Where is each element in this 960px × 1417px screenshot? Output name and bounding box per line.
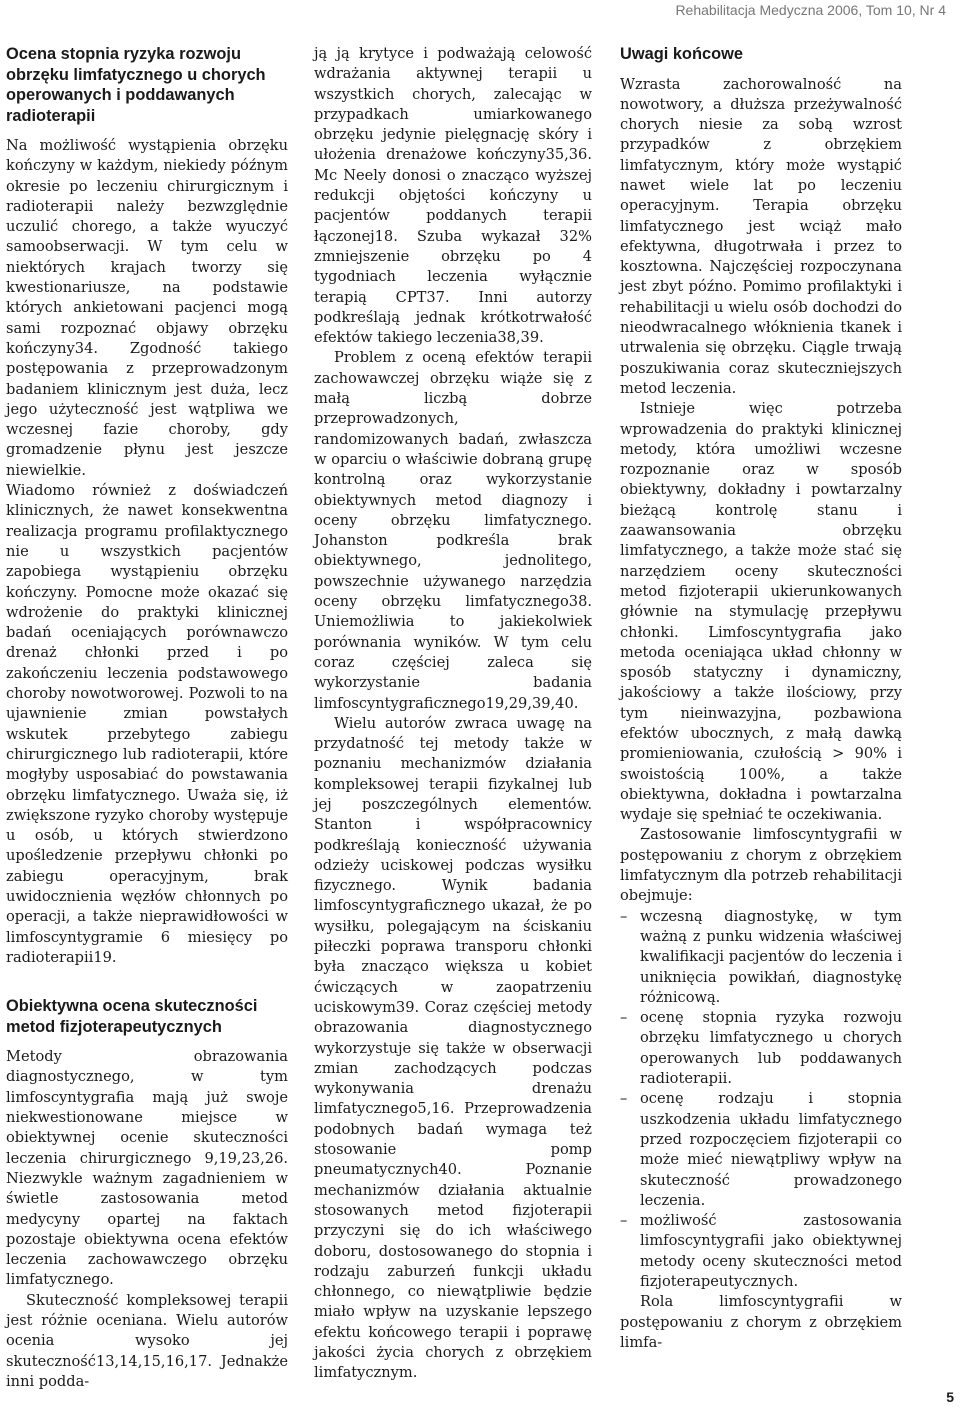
paragraph: Rola limfoscyntygrafii w postępowaniu z chorym z obrzękiem limfa- [620, 1293, 902, 1351]
paragraph: ją ją krytyce i podważają celowość wdrażania aktywnej terapii u wszystkich chorych, zalecając w przypadkach umiarkowanego obrzęku jedynie pielęgnację skóry i ułożenia drenażowe kończyny35,36. Mc Neely donosi o znacząco wyższej redukcji objętości kończyny u pacjentów poddanych terapii łączonej18. Szuba wykazał 32% zmniejszenie obrzęku po 4 tygodniach leczenia wyłącznie terapią CPT37. Inni autorzy podkreślają jednak krótkotrwałość efektów takiego leczenia38,39. [314, 45, 592, 347]
section-heading-conclusions: Uwagi końcowe [620, 45, 743, 63]
paragraph: Skuteczność kompleksowej terapii jest różnie oceniana. Wielu autorów ocenia wysoko jej skuteczność13,14,15,16,17. Jednakże inni podda- [6, 1291, 288, 1390]
list-item: – wczesną diagnostykę, w tym ważną z punku widzenia właściwej kwalifikacji pacjentów do leczenia i uniknięcia powikłań, diagnostykę różnicową. [620, 907, 902, 1008]
paragraph: Problem z oceną efektów terapii zachowawczej obrzęku wiąże się z małą liczbą dobrze przeprowadzonych, randomizowanych badań, zwłaszcza w oparciu o właściwie dobraną grupę kontrolną oraz wykorzystanie obiektywnych metod diagnozy i oceny obrzęku limfatycznego. Johanston podkreśla brak obiektywnego, jednolitego, powszechnie używanego narzędzia oceny obrzęku limfatycznego38. Uniemożliwia to jakiekolwiek porównania wyników. W tym celu coraz częściej zaleca się wykorzystanie badania limfoscyntygraficznego19,29,39,40. [314, 349, 592, 712]
column-2 [314, 44, 592, 1384]
list-item: – ocenę rodzaju i stopnia uszkodzenia układu limfatycznego przed rozpoczęciem fizjoterapii co może mieć niewątpliwy wpływ na skuteczność prowadzonego leczenia. [620, 1089, 902, 1211]
paragraph: Wielu autorów zwraca uwagę na przydatność tej metody także w poznaniu mechanizmów działania kompleksowej terapii fizykalnej lub jej poszczególnych elementów. Stanton i współpracownicy podkreślają konieczność używania odzieży uciskowej podczas wysiłku fizycznego. Wynik badania limfoscyntygraficznego ukazał, że po wysiłku, polegającym na ściskaniu piłeczki poprawa transporu chłonki była znacząco większa u kobiet ćwiczących w zaopatrzeniu uciskowym39. Coraz częściej metody obrazowania diagnostycznego wykorzystuje się także w obserwacji zmian zachodzących podczas wykonywania drenażu limfatycznego5,16. Przeprowadzenia podobnych badań wymaga też stosowanie pomp pneumatycznych40. Poznanie mechanizmów działania aktualnie stosowanych metod fizjoterapii przyczyni się do ich właściwego doboru, dostosowanego do stopnia i rodzaju zaburzeń funkcji układu chłonnego, co niewątpliwie będzie miało wpływ na uzyskanie lepszego efektu końcowego terapii i poprawę jakości życia chorych z obrzękiem limfatycznym. [314, 714, 592, 1382]
column-3 [620, 44, 902, 1353]
column-1 [6, 44, 288, 1392]
list-item: – możliwość zastosowania limfoscyntygrafii jako obiektywnej metody oceny skuteczności metod fizjoterapeutycznych. [620, 1211, 902, 1292]
applications-list [620, 907, 902, 1293]
list-item: – ocenę stopnia ryzyka rozwoju obrzęku limfatycznego u chorych operowanych lub poddawanych radioterapii. [620, 1008, 902, 1089]
running-header: Rehabilitacja Medyczna 2006, Tom 10, Nr 4 [675, 2, 946, 18]
paragraph: Metody obrazowania diagnostycznego, w tym limfoscyntygrafia mają już swoje niekwestionowane miejsce w obiektywnej ocenie skuteczności leczenia chirurgicznego 9,19,23,26. Niezwykle ważnym zagadnieniem w świetle zastosowania metod medycyny opartej na faktach pozostaje obiektywna ocena efektów leczenia zachowawczego obrzęku limfatycznego. [6, 1048, 288, 1289]
paragraph: Na możliwość wystąpienia obrzęku kończyny w każdym, niekiedy późnym okresie po leczeniu chirurgicznym i radioterapii należy bezwzględnie uczulić chorego, a także wyuczyć samoobserwacji. W tym celu w niektórych krajach tworzy się kwestionariusze, na podstawie których ankietowani pacjenci mogą sami rozpoznać objawy obrzęku kończyny34. Zgodność takiego postępowania z przeprowadzonym badaniem klinicznym jest duża, lecz jego użyteczność jest wątpliwa we wczesnej fazie choroby, gdy gromadzenie płynu jest jeszcze niewielkie. [6, 137, 288, 479]
paragraph: Wzrasta zachorowalność na nowotwory, a dłuższa przeżywalność chorych niesie za sobą wzrost przypadków z obrzękiem limfatycznym, który może wystąpić nawet wiele lat po leczeniu operacyjnym. Terapia obrzęku limfatycznego jest wciąż mało efektywna, długotrwała i przez to kosztowna. Najczęściej rozpoczynana jest zbyt późno. Pomimo profilaktyki i rehabilitacji u wielu osób dochodzi do nieodwracalnego włóknienia tkanek i utrwalenia się obrzęku. Ciągle trwają poszukiwania coraz skuteczniejszych metod leczenia. [620, 75, 902, 397]
paragraph: Zastosowanie limfoscyntygrafii w postępowaniu z chorym z obrzękiem limfatycznym dla potrzeb rehabilitacji obejmuje: [620, 826, 902, 905]
page-number: 5 [946, 1389, 954, 1405]
paragraph: Wiadomo również z doświadczeń klinicznych, że nawet konsekwentna realizacja programu profilaktycznego nie u wszystkich pacjentów zapobiega wystąpieniu obrzęku kończyny. Pomocne może okazać się wdrożenie do praktyki klinicznej badań oceniających porównawczo drenaż chłonki przed i po zakończeniu leczenia podstawowego choroby nowotworowej. Pozwoli to na ujawnienie zmian powstałych wskutek przebytego zabiegu chirurgicznego lub radioterapii, które mogłyby usposabiać do powstawania obrzęku limfatycznego. Uważa się, iż zwiększone ryzyko choroby występuje u osób, u których stwierdzono upośledzenie przepływu chłonki po zabiegu operacyjnym, brak uwidocznienia węzłów chłonnych po operacji, a także nieprawidłowości w limfoscyntygramie 6 miesięcy po radioterapii19. [6, 482, 288, 966]
paragraph: Istnieje więc potrzeba wprowadzenia do praktyki klinicznej metody, która umożliwi wczesne rozpoznanie oraz w sposób obiektywny, dokładny i powtarzalny bieżącą kontrolę stanu i zaawansowania obrzęku limfatycznego, a także może stać się narzędziem oceny skuteczności metod fizjoterapii ukierunkowanych głównie na stymulację przepływu chłonki. Limfoscyntygrafia jako metoda oceniająca układ chłonny w sposób statyczny i dynamiczny, jakościowy a także ilościowy, przy tym nieinwazyjna, pozbawiona efektów ubocznych, z małą dawką promieniowania, czułością > 90% i swoistością 100%, a także obiektywna, dokładna i powtarzalna wydaje się spełniać te oczekiwania. [620, 400, 902, 824]
section-heading-risk: Ocena stopnia ryzyka rozwoju obrzęku limfatycznego u chorych operowanych i poddawanych radioterapii [6, 45, 266, 125]
section-heading-effectiveness: Obiektywna ocena skuteczności metod fizjoterapeutycznych [6, 997, 258, 1036]
